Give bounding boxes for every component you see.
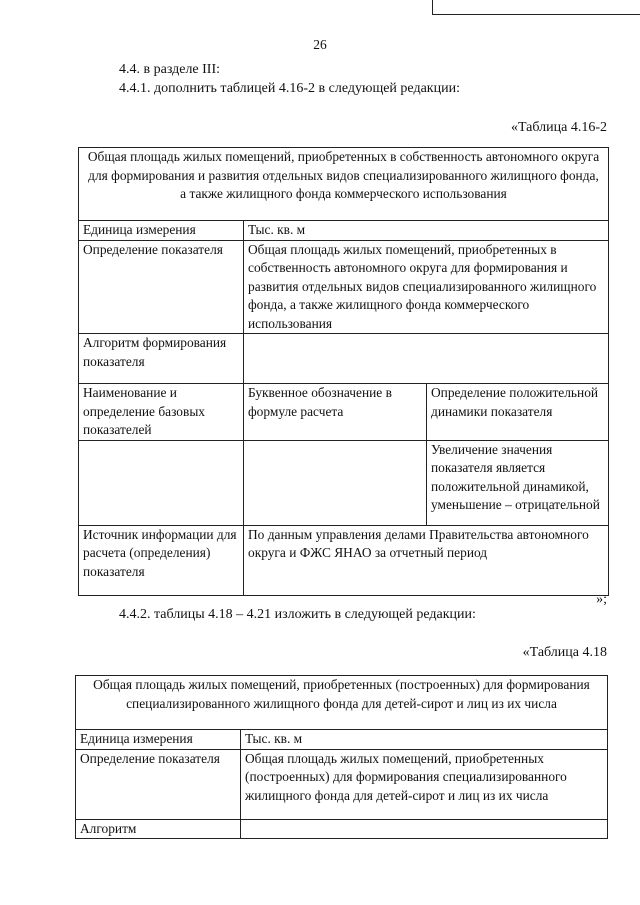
section-4-4-1-text: 4.4.1. дополнить таблицей 4.16-2 в следующей редакции: (119, 81, 460, 96)
table1-title: Общая площадь жилых помещений, приобретенных в собственность автономного округа для формирования и развития отдельных видов специализированного жилищного фонда, а также жилищного фонда коммерческого использования (79, 148, 609, 221)
table2-unit-value: Тыс. кв. м (241, 730, 608, 750)
section-4-4-2-text: 4.4.2. таблицы 4.18 – 4.21 изложить в следующей редакции: (119, 607, 476, 622)
table2-unit-label: Единица измерения (76, 730, 241, 750)
table2-definition-label: Определение показателя (76, 749, 241, 819)
table1-algorithm-label: Алгоритм формирования показателя (79, 334, 244, 384)
table1-dynamics-value: Увеличение значения показателя является положительной динамикой, уменьшение – отрицательной (427, 440, 609, 525)
table1-empty-cell-b (244, 440, 427, 525)
table1-base-letter: Буквенное обозначение в формуле расчета (244, 384, 427, 441)
table2-definition-value: Общая площадь жилых помещений, приобретенных (построенных) для формирования специализированного жилищного фонда для детей-сирот и лиц из их числа (241, 749, 608, 819)
table1-definition-value: Общая площадь жилых помещений, приобретенных в собственность автономного округа для формирования и развития отдельных видов специализированного жилищного фонда, а также жилищного фонда коммерческого использования (244, 240, 609, 334)
table1-unit-label: Единица измерения (79, 221, 244, 241)
table1-unit-value: Тыс. кв. м (244, 221, 609, 241)
table1-source-label: Источник информации для расчета (определения) показателя (79, 525, 244, 595)
section-4-4-heading: 4.4. в разделе III: (119, 62, 221, 77)
table2-caption: «Таблица 4.18 (522, 645, 607, 660)
table1-base-label: Наименование и определение базовых показателей (79, 384, 244, 441)
page-number: 26 (313, 37, 327, 52)
table-4-16-2 (78, 147, 609, 596)
table-4-18 (75, 675, 608, 839)
table2-algorithm-label: Алгоритм (76, 819, 241, 839)
closing-mark: »; (596, 592, 607, 607)
table1-source-value: По данным управления делами Правительства автономного округа и ФЖС ЯНАО за отчетный период (244, 525, 609, 595)
table1-base-dynamics-header: Определение положительной динамики показателя (427, 384, 609, 441)
table1-definition-label: Определение показателя (79, 240, 244, 334)
scan-corner-mark (432, 0, 640, 15)
table1-algorithm-value (244, 334, 609, 384)
table1-empty-cell-a (79, 440, 244, 525)
table2-algorithm-value (241, 819, 608, 839)
table2-title: Общая площадь жилых помещений, приобретенных (построенных) для формирования специализированного жилищного фонда для детей-сирот и лиц из их числа (76, 676, 608, 730)
table1-caption: «Таблица 4.16-2 (510, 120, 607, 135)
